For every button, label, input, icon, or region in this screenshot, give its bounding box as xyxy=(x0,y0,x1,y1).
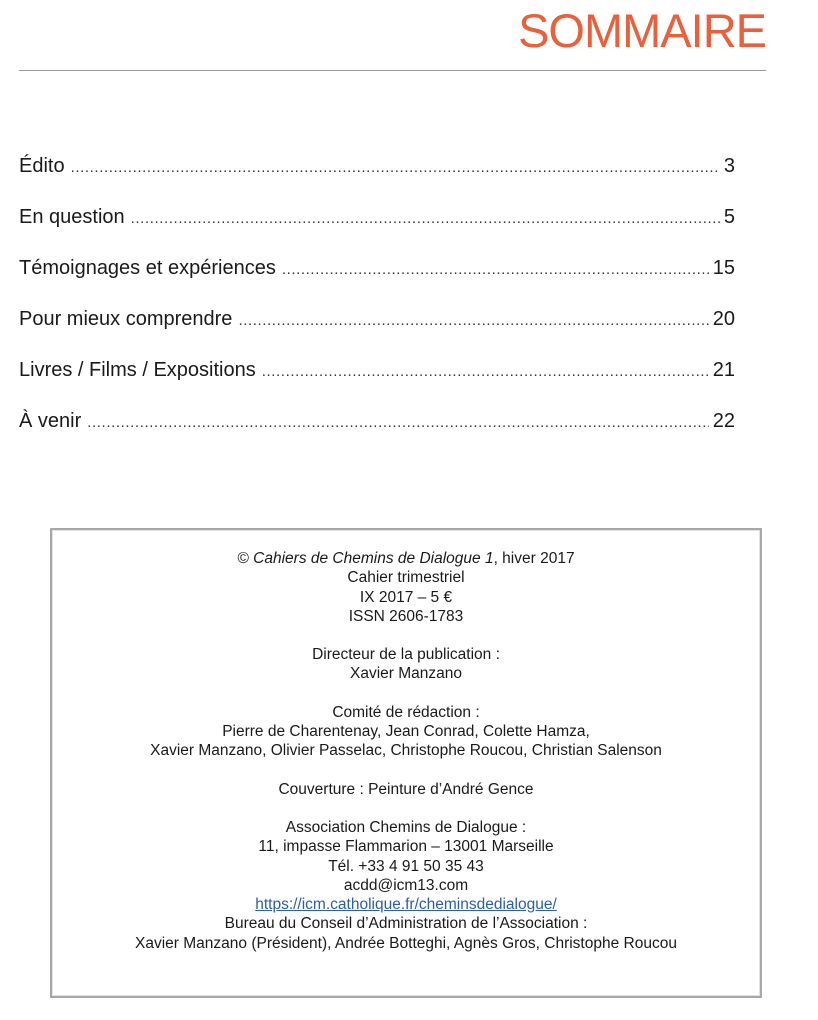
director-label: Directeur de la publication : xyxy=(312,646,500,664)
toc-entry-label: Édito xyxy=(19,155,65,177)
website-link[interactable]: https://icm.catholique.fr/cheminsdedialogue/ xyxy=(255,896,557,914)
page-title: SOMMAIRE xyxy=(518,4,766,57)
toc-entry-a-venir[interactable] xyxy=(19,401,735,452)
toc-entry-edito[interactable] xyxy=(19,146,735,197)
issn: ISSN 2606-1783 xyxy=(348,607,464,625)
frequency: Cahier trimestriel xyxy=(347,569,465,587)
toc-entry-label: En question xyxy=(19,206,125,228)
committee-members-line2: Xavier Manzano, Olivier Passelac, Christophe Roucou, Christian Salenson xyxy=(150,742,662,760)
colophon-box xyxy=(50,528,762,998)
toc-leader-dots xyxy=(71,148,720,188)
edition: , hiver 2017 xyxy=(493,550,575,567)
toc-entry-en-question[interactable] xyxy=(19,197,735,248)
committee-label: Comité de rédaction : xyxy=(332,703,480,721)
toc-entry-label: Pour mieux comprendre xyxy=(19,308,233,330)
association-label: Association Chemins de Dialogue : xyxy=(285,818,527,836)
cover-credit: Couverture : Peinture d’André Gence xyxy=(278,780,534,798)
toc-leader-dots xyxy=(131,199,720,239)
journal-title: Cahiers de Chemins de Dialogue 1 xyxy=(253,550,494,567)
toc-leader-dots xyxy=(238,301,708,341)
toc-entry-label: Témoignages et expériences xyxy=(19,257,276,279)
toc-entry-page: 21 xyxy=(712,359,735,381)
toc-entry-page: 3 xyxy=(723,155,735,177)
toc-leader-dots xyxy=(87,403,709,443)
association-email[interactable]: acdd@icm13.com xyxy=(343,876,469,894)
committee-members-line1: Pierre de Charentenay, Jean Conrad, Colette Hamza, xyxy=(222,723,590,741)
issue-price: IX 2017 – 5 € xyxy=(359,588,453,606)
copyright-symbol: © xyxy=(237,550,249,567)
toc-entry-livres-films-expositions[interactable] xyxy=(19,350,735,401)
toc-entry-label: À venir xyxy=(19,410,82,432)
toc-entry-page: 5 xyxy=(723,206,735,228)
board-label: Bureau du Conseil d’Administration de l’Association : xyxy=(224,915,588,933)
toc-entry-pour-mieux-comprendre[interactable] xyxy=(19,299,735,350)
association-address: 11, impasse Flammarion – 13001 Marseille xyxy=(258,838,554,856)
copyright-line xyxy=(52,549,760,568)
board-members: Xavier Manzano (Président), Andrée Botteghi, Agnès Gros, Christophe Roucou xyxy=(135,934,677,952)
toc-entry-label: Livres / Films / Expositions xyxy=(19,359,256,381)
director-name: Xavier Manzano xyxy=(349,665,462,683)
toc-entry-temoignages[interactable] xyxy=(19,248,735,299)
toc-entry-page: 20 xyxy=(712,308,735,330)
toc-entry-page: 22 xyxy=(712,410,735,432)
table-of-contents xyxy=(19,146,735,452)
toc-entry-page: 15 xyxy=(712,257,735,279)
title-divider xyxy=(19,70,766,71)
association-phone: Tél. +33 4 91 50 35 43 xyxy=(328,857,484,875)
toc-leader-dots xyxy=(282,250,709,290)
toc-leader-dots xyxy=(262,352,709,392)
